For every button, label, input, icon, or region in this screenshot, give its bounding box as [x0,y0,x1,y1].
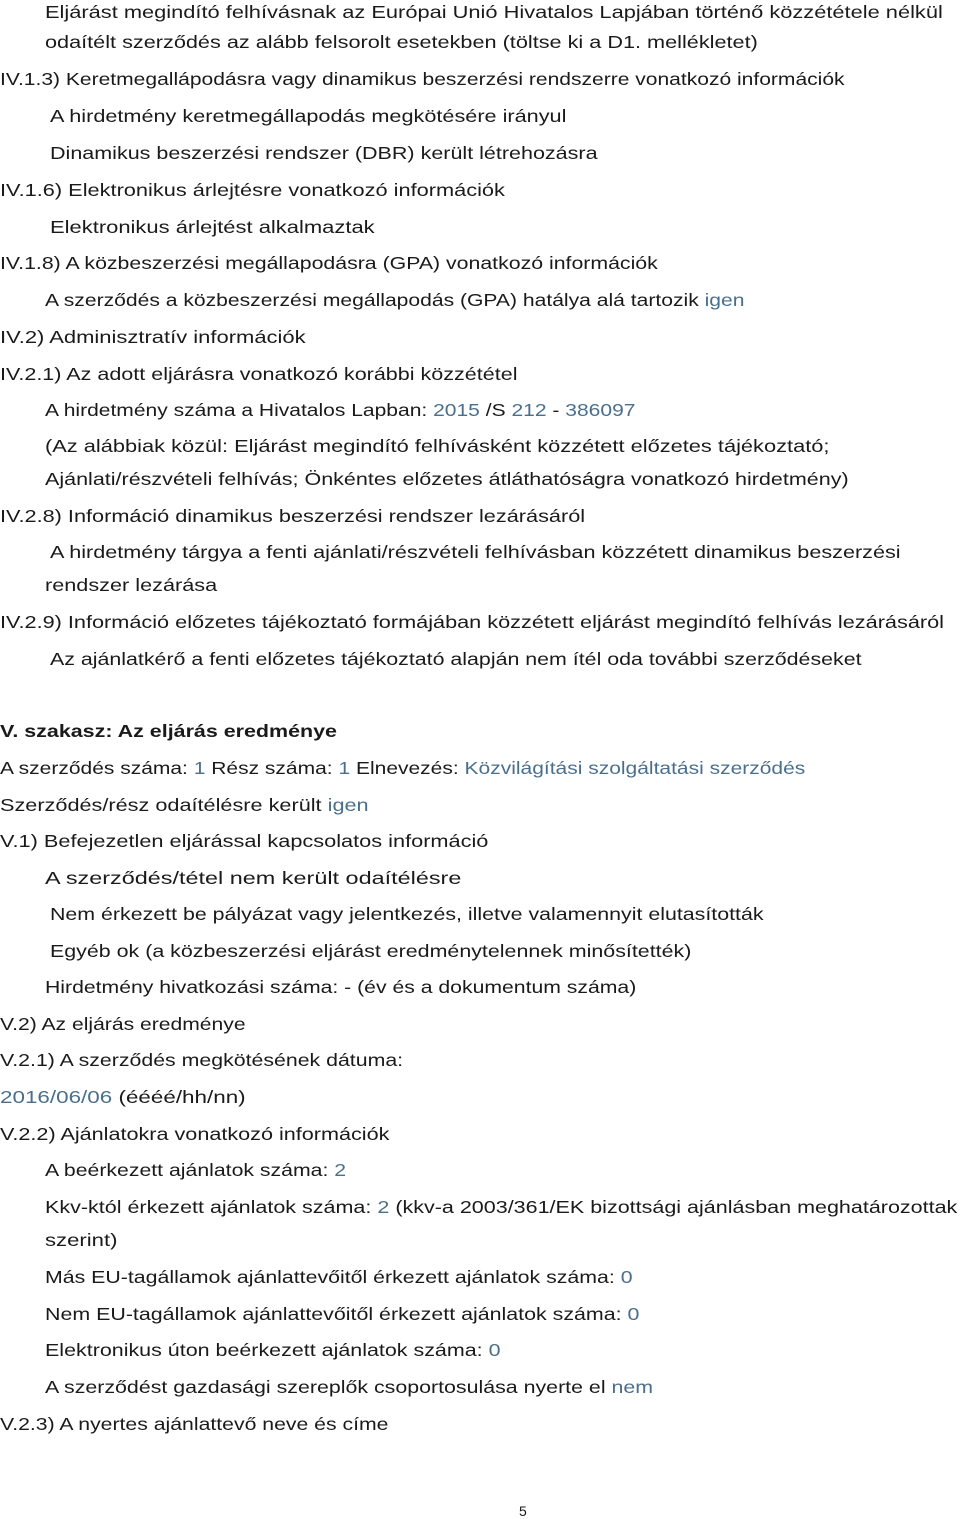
paragraph-text: odaítélt szerződés az alább felsorolt esetekben (töltse ki a D1. mellékletet) [45,32,758,52]
paragraph-text: Ajánlati/részvételi felhívás; Önkéntes előzetes átláthatóságra vonatkozó hirdetmény) [45,469,849,489]
section-heading: V.1) Befejezetlen eljárással kapcsolatos információ [0,831,489,851]
paragraph-text: (Az alábbiak közül: Eljárást megindító felhívásként közzétett előzetes tájékoztató; [45,436,830,456]
value-text: nem [611,1377,654,1397]
paragraph-text: A szerződést gazdasági szereplők csoportosulása nyerte el nem [45,1377,654,1397]
section-heading: IV.1.3) Keretmegallápodásra vagy dinamikus beszerzési rendszerre vonatkozó információk [0,69,845,89]
paragraph-text: A szerződés a közbeszerzési megállapodás (GPA) hatálya alá tartozik igen [45,290,745,310]
paragraph-text: Elektronikus árlejtést alkalmaztak [50,217,375,237]
value-text: Közvilágítási szolgáltatási szerződés [464,758,806,778]
value-text: 0 [620,1267,633,1287]
value-text: 1 [193,758,206,778]
value-text: igen [704,290,745,310]
section-heading: IV.2.9) Információ előzetes tájékoztató formájában közzétett eljárást megindító felhívás lezárásáról [0,612,944,632]
value-text: 2 [334,1160,347,1180]
paragraph-text: A szerződés száma: 1 Rész száma: 1 Elnevezés: Közvilágítási szolgáltatási szerződés [0,758,806,778]
section-title: V. szakasz: Az eljárás eredménye [0,721,337,741]
value-text: 386097 [565,400,636,420]
paragraph-text: Az ajánlatkérő a fenti előzetes tájékoztató alapján nem ítél oda további szerződéseket [50,649,862,669]
paragraph-text: 2016/06/06 (éééé/hh/nn) [0,1087,246,1107]
value-text: 2016/06/06 [0,1087,113,1107]
paragraph-text: A hirdetmény száma a Hivatalos Lapban: 2015 /S 212 - 386097 [45,400,636,420]
section-heading: IV.1.8) A közbeszerzési megállapodásra (GPA) vonatkozó információk [0,253,658,273]
paragraph-text: Kkv-któl érkezett ajánlatok száma: 2 (kkv-a 2003/361/EK bizottsági ajánlásban meghatározottak [45,1197,958,1217]
paragraph-text: A beérkezett ajánlatok száma: 2 [45,1160,347,1180]
section-heading: V.2) Az eljárás eredménye [0,1014,246,1034]
section-heading: IV.2.1) Az adott eljárásra vonatkozó korábbi közzététel [0,364,518,384]
paragraph-text: Hirdetmény hivatkozási száma: - (év és a dokumentum száma) [45,977,637,997]
section-heading: IV.1.6) Elektronikus árlejtésre vonatkozó információk [0,180,505,200]
paragraph-text: A szerződés/tétel nem került odaítélésre [45,868,462,888]
section-heading: IV.2) Adminisztratív információk [0,327,306,347]
paragraph-text: Nem EU-tagállamok ajánlattevőitől érkezett ajánlatok száma: 0 [45,1304,640,1324]
paragraph-text: Szerződés/rész odaítélésre került igen [0,795,369,815]
paragraph-text: Más EU-tagállamok ajánlattevőitől érkezett ajánlatok száma: 0 [45,1267,633,1287]
paragraph-text: Nem érkezett be pályázat vagy jelentkezés, illetve valamennyit elutasították [50,904,764,924]
value-text: 0 [627,1304,640,1324]
paragraph-text: A hirdetmény tárgya a fenti ajánlati/részvételi felhívásban közzétett dinamikus beszerzési [50,542,901,562]
value-text: 1 [338,758,351,778]
paragraph-text: Dinamikus beszerzési rendszer (DBR) került létrehozásra [50,143,598,163]
value-text: 0 [488,1340,501,1360]
section-heading: V.2.1) A szerződés megkötésének dátuma: [0,1050,404,1070]
section-heading: V.2.2) Ajánlatokra vonatkozó információk [0,1124,390,1144]
paragraph-text: szerint) [45,1230,118,1250]
section-heading: V.2.3) A nyertes ajánlattevő neve és címe [0,1414,389,1434]
paragraph-text: A hirdetmény keretmegállapodás megkötésére irányul [50,106,567,126]
value-text: 2 [377,1197,390,1217]
paragraph-text: Egyéb ok (a közbeszerzési eljárást eredménytelennek minősítették) [50,941,692,961]
value-text: 2015 [433,400,480,420]
paragraph-text: Eljárást megindító felhívásnak az Európai Unió Hivatalos Lapjában történő közzététele nélkül [45,2,943,22]
paragraph-text: rendszer lezárása [45,575,218,595]
paragraph-text: Elektronikus úton beérkezett ajánlatok száma: 0 [45,1340,501,1360]
value-text: igen [327,795,369,815]
section-heading: IV.2.8) Információ dinamikus beszerzési rendszer lezárásáról [0,506,586,526]
page-number: 5 [519,1503,527,1519]
value-text: 212 [511,400,547,420]
